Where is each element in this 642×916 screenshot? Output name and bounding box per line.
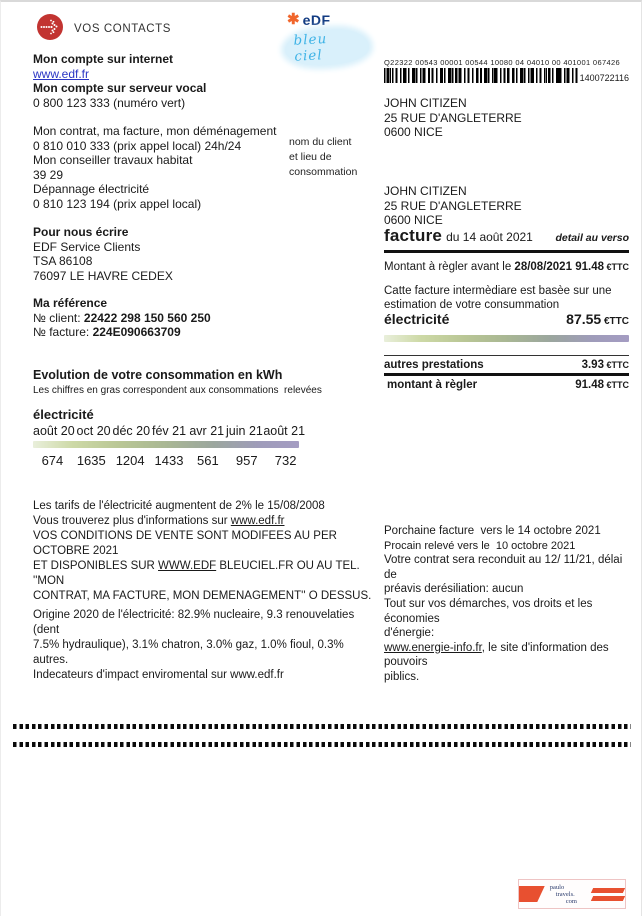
legal-line: Origine 2020 de l'électricité: 82.9% nucleaire, 9.3 renouvelaties (dent [33, 609, 355, 636]
write-us-title: Pour nous écrire [33, 225, 129, 239]
perforation-line [13, 742, 631, 747]
contract-line: Mon contrat, ma facture, mon déménagement [33, 124, 277, 138]
legal-line: ET DISPONIBLES SUR WWW.EDF BLEUCIEL.FR OU AU TEL. ''MON [33, 560, 360, 587]
contract-line: 0 810 123 194 (prix appel local) [33, 196, 202, 211]
contacts-logo-icon [36, 13, 64, 41]
due-date: 28/08/2021 [514, 261, 572, 273]
consumption-months-row: août 20 oct 20 déc 20 fév 21 avr 21 juin 21 août 21 [33, 424, 306, 438]
total-divider [384, 373, 629, 376]
energie-info-link[interactable]: www.energie-info.fr [384, 641, 482, 654]
contract-line: 0 810 010 333 (prix appel local) 24h/24 [33, 138, 242, 153]
account-section [33, 52, 363, 110]
due-amount: 91.48 [575, 261, 604, 273]
perforation-line [13, 724, 631, 729]
next-invoice-section [384, 524, 636, 685]
total-row: montant à règler 91.48 €TTC [387, 379, 629, 391]
reference-title: Ma référence [33, 296, 108, 310]
legal-line: Indecateurs d'impact enviromental sur www.edf.fr [33, 669, 284, 681]
other-services-row: autres prestations 3.93 €TTC [384, 355, 629, 371]
edf-brand-name: eDF [302, 12, 331, 28]
watermark-text: paulo travels. com [549, 883, 577, 905]
barcode-number: Q22322 00543 00001 00544 10080 04 04010 00 401001 067426 [384, 58, 621, 67]
invoice-header [384, 226, 629, 253]
contacts-title: VOS CONTACTS [74, 23, 172, 35]
other-services-amount: 3.93 [581, 359, 604, 371]
electricity-label: électricité [384, 311, 450, 327]
edf-website-link[interactable]: www.edf.fr [230, 515, 285, 527]
mailing-address: JOHN CITIZEN 25 RUE D'ANGLETERRE 0600 NICE [384, 96, 522, 139]
consumption-title: Evolution de votre consommation en kWh [33, 368, 283, 382]
energy-info-line: piblics. [384, 670, 420, 683]
energy-info-line: www.energie-info.fr, le site d'information des pouvoirs [384, 641, 612, 669]
barcode-block [384, 58, 629, 83]
detail-verso-note: detail au verso [555, 232, 629, 244]
invoice-number-row: № facture: 224E090663709 [33, 325, 181, 339]
amount-due-row: Montant à règler avant le 28/08/2021 91.48 €TTC [384, 261, 629, 273]
client-number-row: № client: 22422 298 150 560 250 [33, 310, 211, 325]
energy-info-line: Tout sur vos démarches, vos droits et les économies [384, 597, 596, 625]
legal-line: Les tarifs de l'électricité augmentent de 2% le 15/08/2008 [33, 500, 325, 512]
total-amount: 91.48 [575, 379, 604, 391]
legal-line: CONTRAT, MA FACTURE, MON DEMENAGEMENT'' O DESSUS. [33, 590, 372, 602]
account-vocal-phone: 0 800 123 333 (numéro vert) [33, 95, 186, 110]
edf-tagline: bleu ciel [284, 28, 370, 67]
watermark-stripes-icon [592, 888, 625, 901]
invoice-word: facture [384, 226, 443, 245]
account-vocal-title: Mon compte sur serveur vocal [33, 81, 207, 95]
electricity-gradient-bar [384, 335, 629, 342]
client-location-note: nom du client et lieu de consommation [289, 136, 358, 178]
client-number-value: 22422 298 150 560 250 [83, 310, 211, 325]
reference-section [33, 296, 363, 340]
legal-line: 7.5% hydraulique), 3.1% chatron, 3.0% gaz, 1.0% fioul, 0.3% autres. [33, 639, 344, 666]
invoice-number-value: 224E090663709 [92, 325, 181, 339]
consumption-address: JOHN CITIZEN 25 RUE D'ANGLETERRE 0600 NICE [384, 184, 522, 227]
consumption-values-row: 674 1635 1204 1433 561 957 732 [41, 453, 297, 468]
other-services-label: autres prestations [384, 359, 484, 371]
consumption-energy-label: électricité [33, 407, 94, 422]
write-us-line: TSA 86108 [33, 254, 93, 268]
contract-line: Mon conseiller travaux habitat [33, 153, 193, 167]
account-internet-title: Mon compte sur internet [33, 52, 174, 66]
invoice-date: du 14 août 2021 [446, 230, 533, 244]
edf-star-icon: ✱ [287, 11, 300, 28]
edf-website-link[interactable]: www.edf.fr [33, 66, 90, 81]
total-label: montant à règler [387, 379, 478, 391]
next-invoice-line: Porchaine facture vers le 14 octobre 2021 [384, 525, 601, 537]
watermark-stripe-icon [518, 886, 545, 902]
consumption-section [33, 367, 363, 468]
paulo-travels-watermark [518, 879, 626, 909]
electricity-row [384, 311, 629, 327]
electricity-amount: 87.55 €TTC [566, 311, 629, 327]
write-us-section [33, 225, 363, 283]
estimation-note: Catte facture intermèdiare est basèe sur une estimation de votre consummation [384, 285, 612, 311]
legal-section [33, 499, 381, 683]
consumption-gradient-bar [33, 441, 299, 448]
contract-line: Dépannage électricité [33, 182, 150, 196]
contract-renewal-line: Votre contrat sera reconduit au 12/ 11/21, délai de [384, 554, 626, 581]
barcode-id: 1400722116 [579, 73, 629, 83]
barcode [384, 68, 578, 83]
contract-line: 39 29 [33, 167, 64, 182]
next-reading-line: Procain relevé vers le 10 octobre 2021 [384, 539, 576, 552]
consumption-subtitle: Les chiffres en gras correspondent aux consommations relevées [33, 385, 322, 396]
legal-line: Vous trouverez plus d'informations sur www.edf.fr [33, 515, 285, 527]
write-us-line: 76097 LE HAVRE CEDEX [33, 268, 173, 283]
legal-line: VOS CONDITIONS DE VENTE SONT MODIFEES AU PER OCTOBRE 2021 [33, 530, 337, 557]
edf-bleuciel-link[interactable]: WWW.EDF [158, 560, 217, 572]
energy-info-line: d'énergie: [384, 627, 435, 640]
contract-renewal-line: préavis derésiliation: aucun [384, 583, 524, 596]
write-us-line: EDF Service Clients [33, 239, 141, 254]
